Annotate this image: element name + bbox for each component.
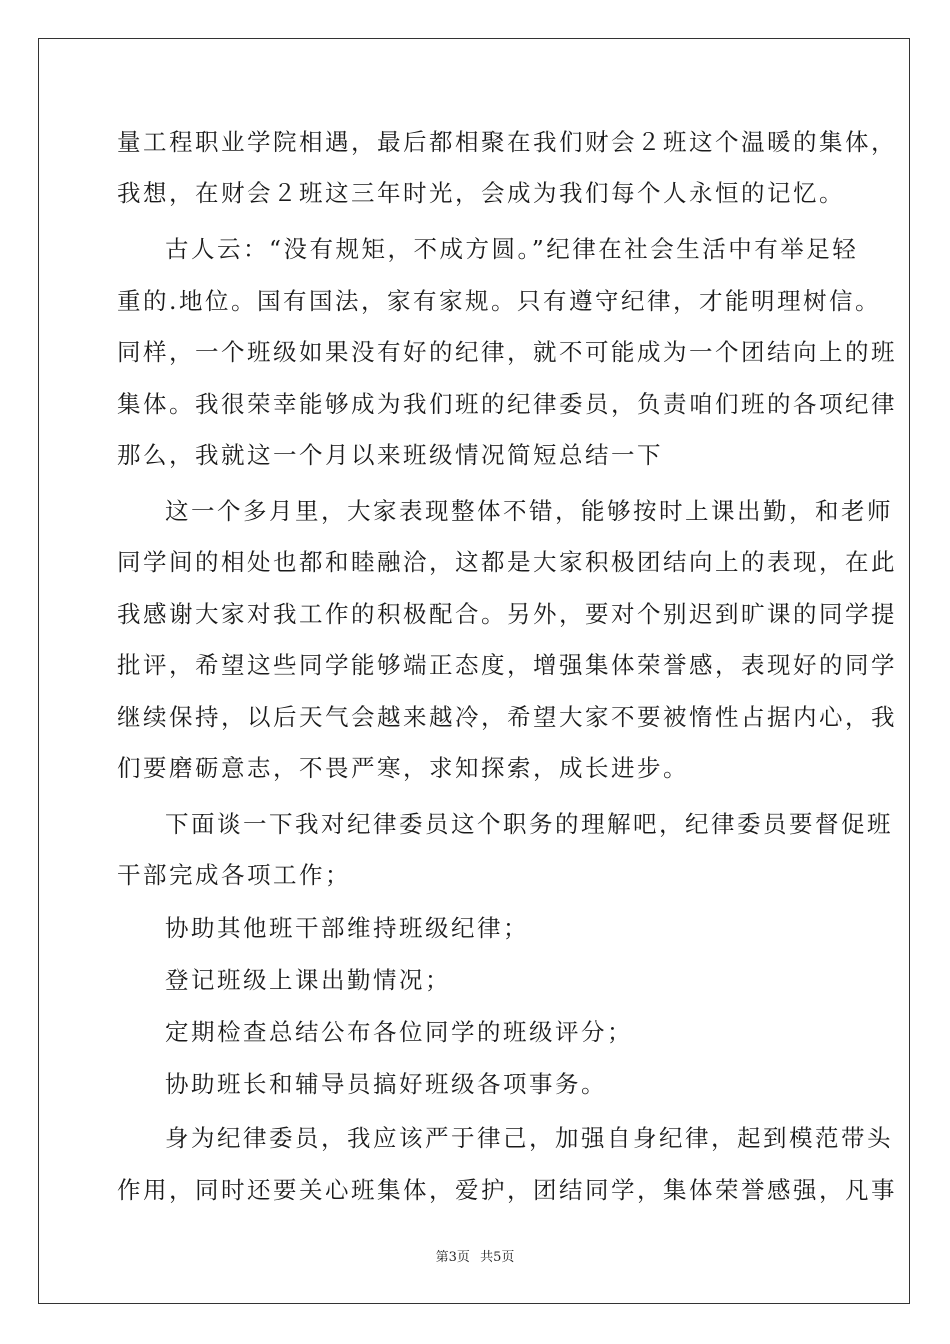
text-line: 协助其他班干部维持班级纪律； [165,914,529,942]
text-line: 登记班级上课出勤情况； [165,966,451,994]
text-line: 集体。我很荣幸能够成为我们班的纪律委员，负责咱们班的各项纪律 [117,390,897,418]
text-line: 我想，在财会２班这三年时光，会成为我们每个人永恒的记忆。 [117,179,845,207]
text-line: 作用，同时还要关心班集体，爱护，团结同学，集体荣誉感强，凡事 [117,1176,897,1204]
text-line: 重的.地位。国有国法，家有家规。只有遵守纪律，才能明理树信。 [117,287,881,315]
page-footer [0,1246,950,1265]
text-line: 们要磨砺意志，不畏严寒，求知探索，成长进步。 [117,754,689,782]
text-line: 古人云：“没有规矩，不成方圆。”纪律在社会生活中有举足轻 [165,235,859,263]
text-line: 这一个多月里，大家表现整体不错，能够按时上课出勤，和老师 [165,497,893,525]
text-line: 协助班长和辅导员搞好班级各项事务。 [165,1070,607,1098]
text-line: 量工程职业学院相遇，最后都相聚在我们财会２班这个温暖的集体， [117,128,897,156]
total-pages: 共5页 [480,1250,515,1265]
text-line: 定期检查总结公布各位同学的班级评分； [165,1018,633,1046]
text-line: 那么，我就这一个月以来班级情况简短总结一下 [117,441,663,469]
text-line: 我感谢大家对我工作的积极配合。另外，要对个别迟到旷课的同学提 [117,600,897,628]
text-line: 继续保持，以后天气会越来越冷，希望大家不要被惰性占据内心，我 [117,703,897,731]
text-line: 身为纪律委员，我应该严于律己，加强自身纪律，起到模范带头 [165,1124,893,1152]
text-line: 同学间的相处也都和睦融洽，这都是大家积极团结向上的表现，在此 [117,548,897,576]
text-line: 同样，一个班级如果没有好的纪律，就不可能成为一个团结向上的班 [117,338,897,366]
text-line: 干部完成各项工作； [117,861,351,889]
text-line: 下面谈一下我对纪律委员这个职务的理解吧，纪律委员要督促班 [165,810,893,838]
page-number: 第3页 [435,1250,470,1265]
text-line: 批评，希望这些同学能够端正态度，增强集体荣誉感，表现好的同学 [117,651,897,679]
